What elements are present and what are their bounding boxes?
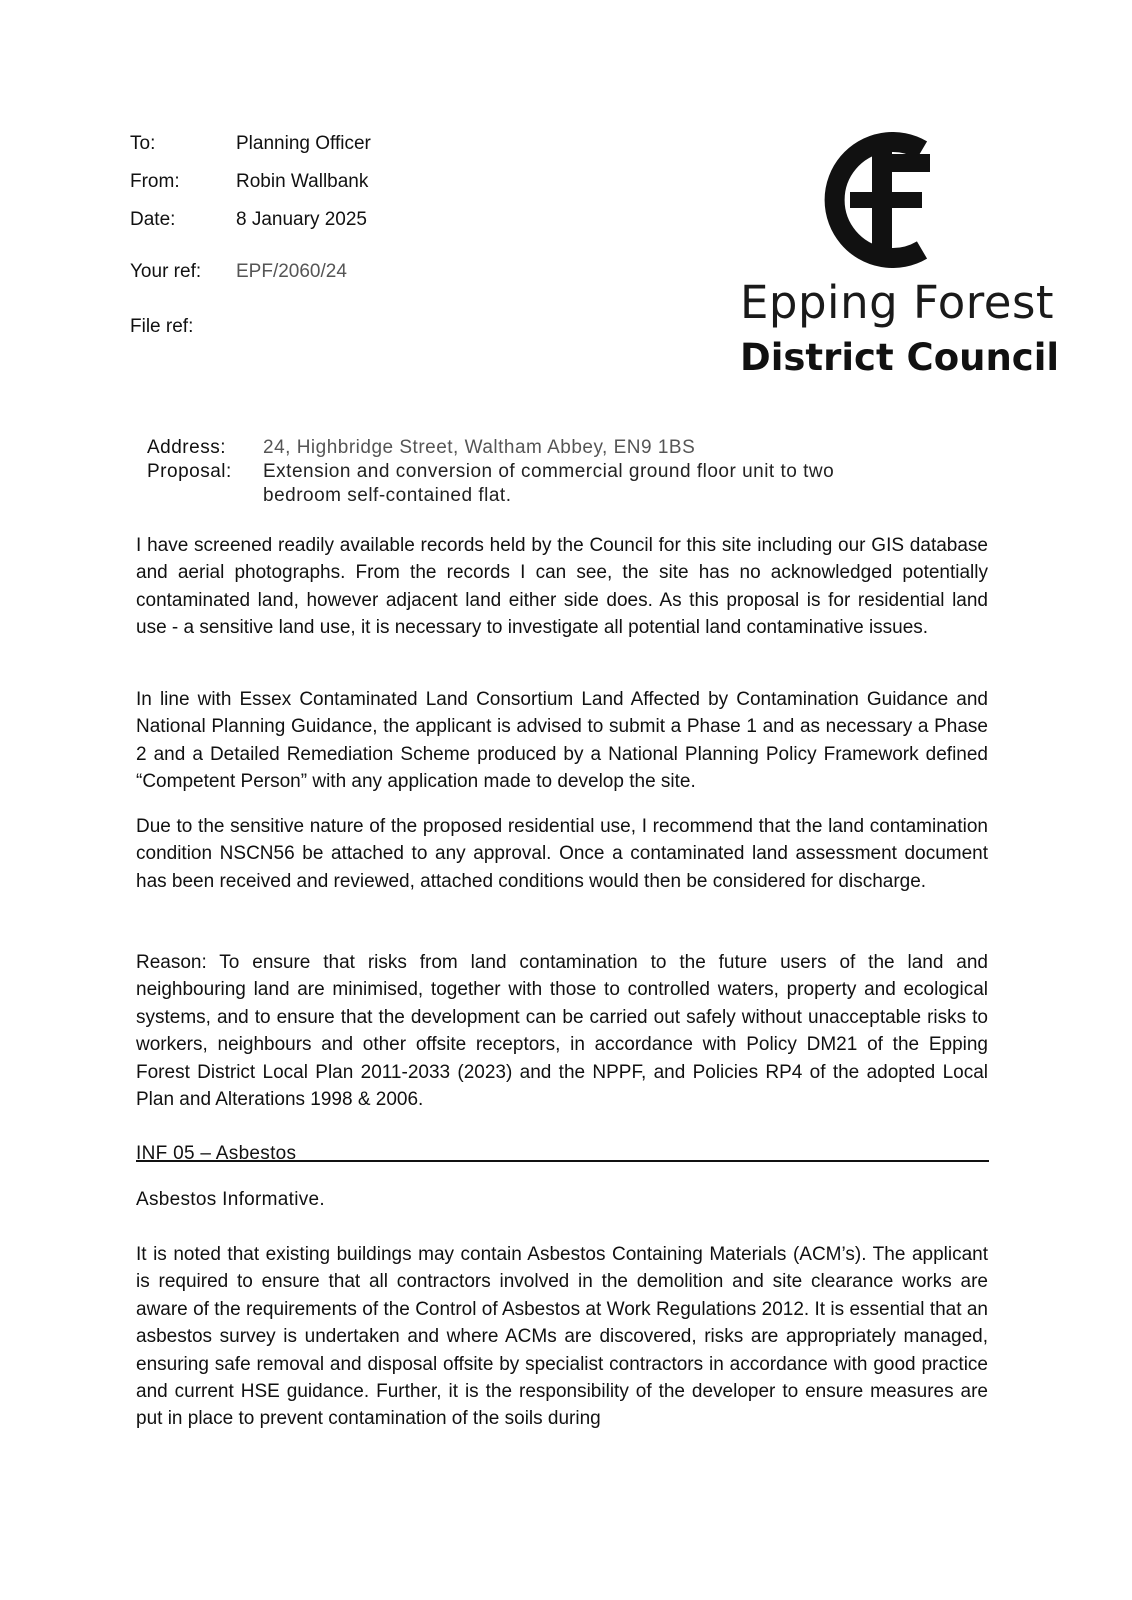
proposal-value-line2: bedroom self-contained flat. xyxy=(263,485,512,506)
from-label: From: xyxy=(130,171,180,192)
asbestos-subheading: Asbestos Informative. xyxy=(136,1189,325,1210)
council-logo xyxy=(740,132,1060,392)
date-value: 8 January 2025 xyxy=(236,209,367,230)
address-label: Address: xyxy=(147,437,226,458)
logo-title: Epping Forest xyxy=(740,276,1055,329)
paragraph-guidance: In line with Essex Contaminated Land Consortium Land Affected by Contamination Guidance and National Planning Guidance, the applicant is advised to submit a Phase 1 and as necessary a Phase 2 and a Detailed Remediation Scheme produced by a National Planning Policy Framework defined “Competent Person” with any application made to develop the site. xyxy=(136,689,988,793)
to-label: To: xyxy=(130,133,156,154)
paragraph-asbestos: It is noted that existing buildings may contain Asbestos Containing Materials (ACM’s). The applicant is required to ensure that all contractors involved in the demolition and site clearance works are aware of the requirements of the Control of Asbestos at Work Regulations 2012. It is essential that an asbestos survey is undertaken and where ACMs are discovered, risks are appropriately managed, ensuring safe removal and disposal offsite by specialist contractors in accordance with good practice and current HSE guidance. Further, it is the responsibility of the developer to ensure measures are put in place to prevent contamination of the soils during xyxy=(136,1244,988,1430)
to-value: Planning Officer xyxy=(236,133,371,154)
proposal-value-line1: Extension and conversion of commercial ground floor unit to two xyxy=(263,461,835,482)
paragraph-recommendation: Due to the sensitive nature of the proposed residential use, I recommend that the land contamination condition NSCN56 be attached to any approval. Once a contaminated land assessment document has been received and reviewed, attached conditions would then be considered for discharge. xyxy=(136,816,988,892)
logo-subtitle: District Council xyxy=(740,336,1060,379)
your-ref-label: Your ref: xyxy=(130,261,202,282)
paragraph-records-screening: I have screened readily available records held by the Council for this site including our GIS database and aerial photographs. From the records I can see, the site has no acknowledged potentially contaminated land, however adjacent land either side does. As this proposal is for residential land use - a sensitive land use, it is necessary to investigate all potential land contaminative issues. xyxy=(136,535,988,639)
council-emblem-icon xyxy=(812,132,942,268)
date-label: Date: xyxy=(130,209,176,230)
address-value: 24, Highbridge Street, Waltham Abbey, EN9 1BS xyxy=(263,437,696,458)
your-ref-value: EPF/2060/24 xyxy=(236,261,347,282)
file-ref-label: File ref: xyxy=(130,316,194,337)
proposal-label: Proposal: xyxy=(147,461,232,482)
paragraph-reason: Reason: To ensure that risks from land contamination to the future users of the land and neighbouring land are minimised, together with those to controlled waters, property and ecological systems, and to ensure that the development can be carried out safely without unacceptable risks to workers, neighbours and other offsite receptors, in accordance with Policy DM21 of the Epping Forest District Local Plan 2011-2033 (2023) and the NPPF, and Policies RP4 of the adopted Local Plan and Alterations 1998 & 2006. xyxy=(136,952,988,1111)
from-value: Robin Wallbank xyxy=(236,171,369,192)
asbestos-heading: INF 05 – Asbestos xyxy=(136,1143,297,1164)
